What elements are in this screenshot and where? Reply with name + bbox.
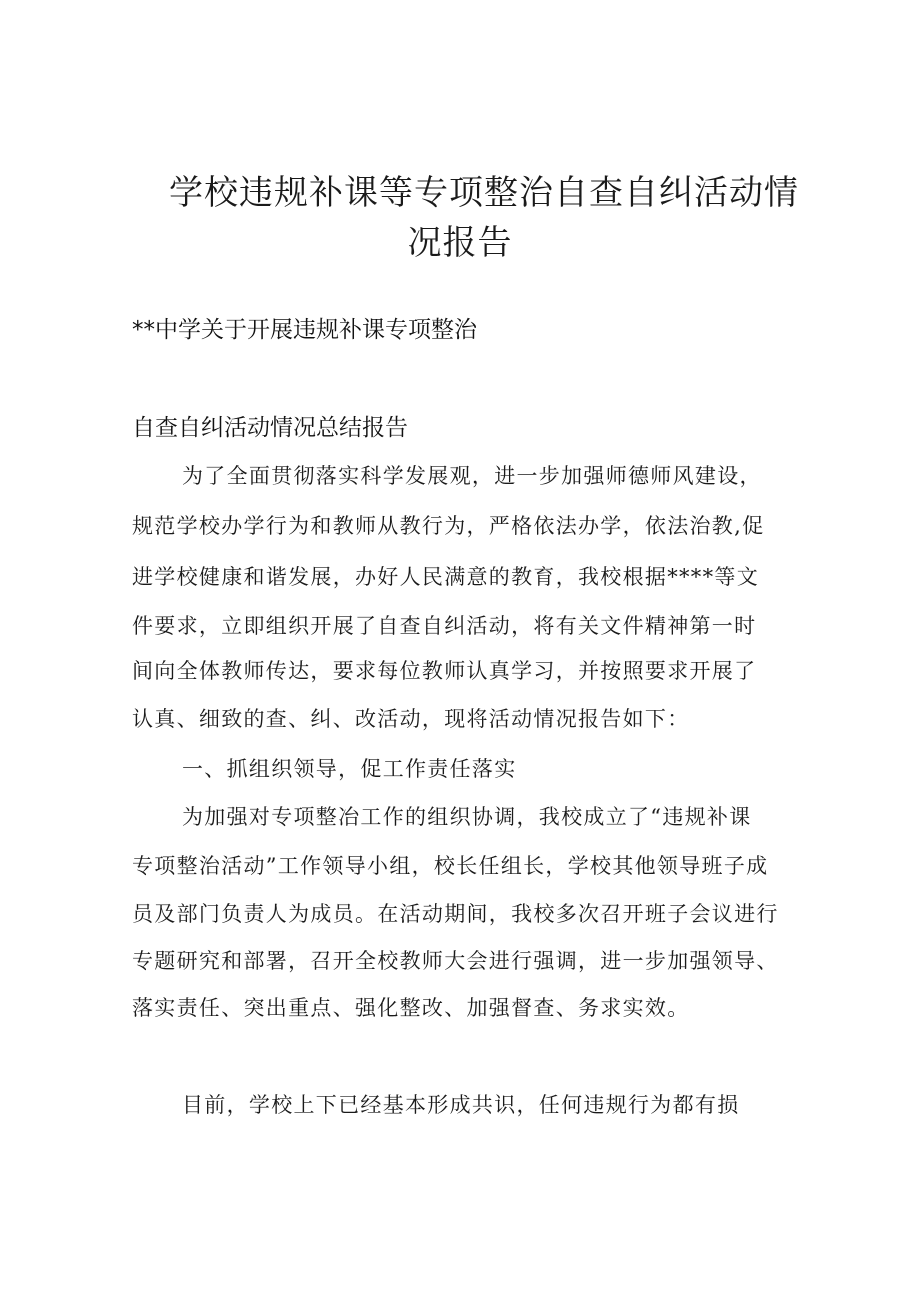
section-heading-1: 一、抓组织领导，促工作责任落实 xyxy=(182,757,517,781)
paragraph2-line: 员及部门负责人为成员。在活动期间，我校多次召开班子会议进行 xyxy=(132,902,779,926)
paragraph1-line: 为了全面贯彻落实科学发展观，进一步加强师德师风建设， xyxy=(182,464,762,488)
paragraph1-line: 进学校健康和谐发展，办好人民满意的教育，我校根据****等文 xyxy=(132,565,759,589)
paragraph2-line: 落实责任、突出重点、强化整改、加强督查、务求实效。 xyxy=(132,996,690,1020)
paragraph2-line: 专项整治活动”工作领导小组，校长任组长，学校其他领导班子成 xyxy=(132,854,769,878)
paragraph1-line: 认真、细致的查、纠、改活动，现将活动情况报告如下： xyxy=(132,707,690,731)
document-title-line-2: 况报告 xyxy=(407,223,513,263)
paragraph2-line: 为加强对专项整冶工作的组织协调，我校成立了“违规补课 xyxy=(182,805,752,829)
document-title-line-1: 学校违规补课等专项整治自查自纠活动情 xyxy=(169,173,799,213)
subheading-report: 自查自纠活动情况总结报告 xyxy=(132,415,408,441)
paragraph2-line: 专题研究和部署，召开全校教师大会进行强调，进一步加强领导、 xyxy=(132,949,779,973)
paragraph1-line: 规范学校办学行为和教师从教行为，严格依法办学，依法治教,促 xyxy=(132,514,765,538)
paragraph3-line: 目前，学校上下已经基本形成共识，任何违规行为都有损 xyxy=(182,1093,740,1117)
subheading-school: **中学关于开展违规补课专项整治 xyxy=(132,317,477,343)
paragraph1-line: 间向全体教师传达，要求每位教师认真学习，并按照要求开展了 xyxy=(132,659,757,683)
paragraph1-line: 件要求，立即组织开展了自查自纠活动，将有关文件精神第一时 xyxy=(132,614,757,638)
